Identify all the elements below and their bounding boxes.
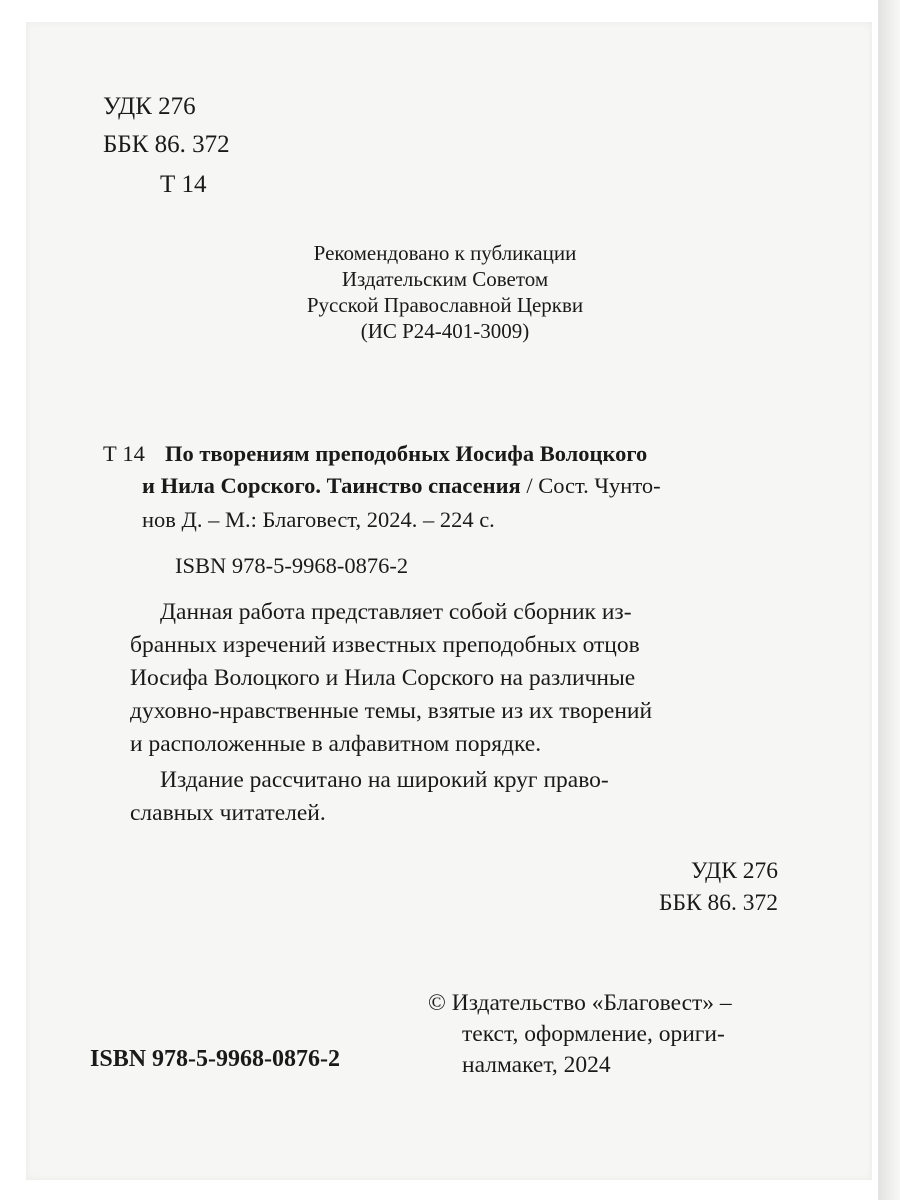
bbk-code-bottom: ББК 86. 372 <box>658 890 778 916</box>
recommendation-block <box>195 240 695 344</box>
page-spine-edge <box>878 0 900 1200</box>
annotation-sign: Т 14 <box>103 441 145 466</box>
book-title-bold: и Нила Сорского. Таинство спасения <box>142 473 521 498</box>
author-sign-top: Т 14 <box>160 171 207 198</box>
description-line: и расположенные в алфавитном порядке. <box>130 731 542 757</box>
recommendation-line: (ИС Р24-401-3009) <box>360 319 530 343</box>
publication-info: нов Д. – М.: Благовест, 2024. – 224 с. <box>142 507 495 532</box>
book-title-line1: По творениям преподобных Иосифа Волоцкого <box>165 441 648 466</box>
description-line: славных читателей. <box>130 800 326 826</box>
udk-code-bottom: УДК 276 <box>690 858 778 884</box>
udk-code-top: УДК 276 <box>103 93 196 120</box>
description-line: бранных изречений известных преподобных отцов <box>130 632 640 658</box>
description-line: Данная работа представляет собой сборник из- <box>160 599 632 625</box>
book-title-line2 <box>142 470 661 502</box>
recommendation-line: Рекомендовано к публикации <box>313 241 577 265</box>
compiler-text: / Сост. Чунто- <box>520 473 661 498</box>
description-line: Издание рассчитано на широкий круг право- <box>160 767 609 793</box>
recommendation-line: Русской Православной Церкви <box>306 293 584 317</box>
isbn-annotation: ISBN 978-5-9968-0876-2 <box>175 553 409 578</box>
copyright-line: © Издательство «Благовест» – <box>428 990 732 1016</box>
isbn-bottom: ISBN 978-5-9968-0876-2 <box>90 1046 340 1072</box>
description-line: Иосифа Волоцкого и Нила Сорского на различные <box>130 665 636 691</box>
recommendation-line: Издательским Советом <box>341 267 549 291</box>
copyright-line: текст, оформление, ориги- <box>462 1021 725 1047</box>
bbk-code-top: ББК 86. 372 <box>103 131 230 158</box>
description-line: духовно-нравственные темы, взятые из их творений <box>130 698 653 724</box>
copyright-line: налмакет, 2024 <box>462 1052 611 1078</box>
